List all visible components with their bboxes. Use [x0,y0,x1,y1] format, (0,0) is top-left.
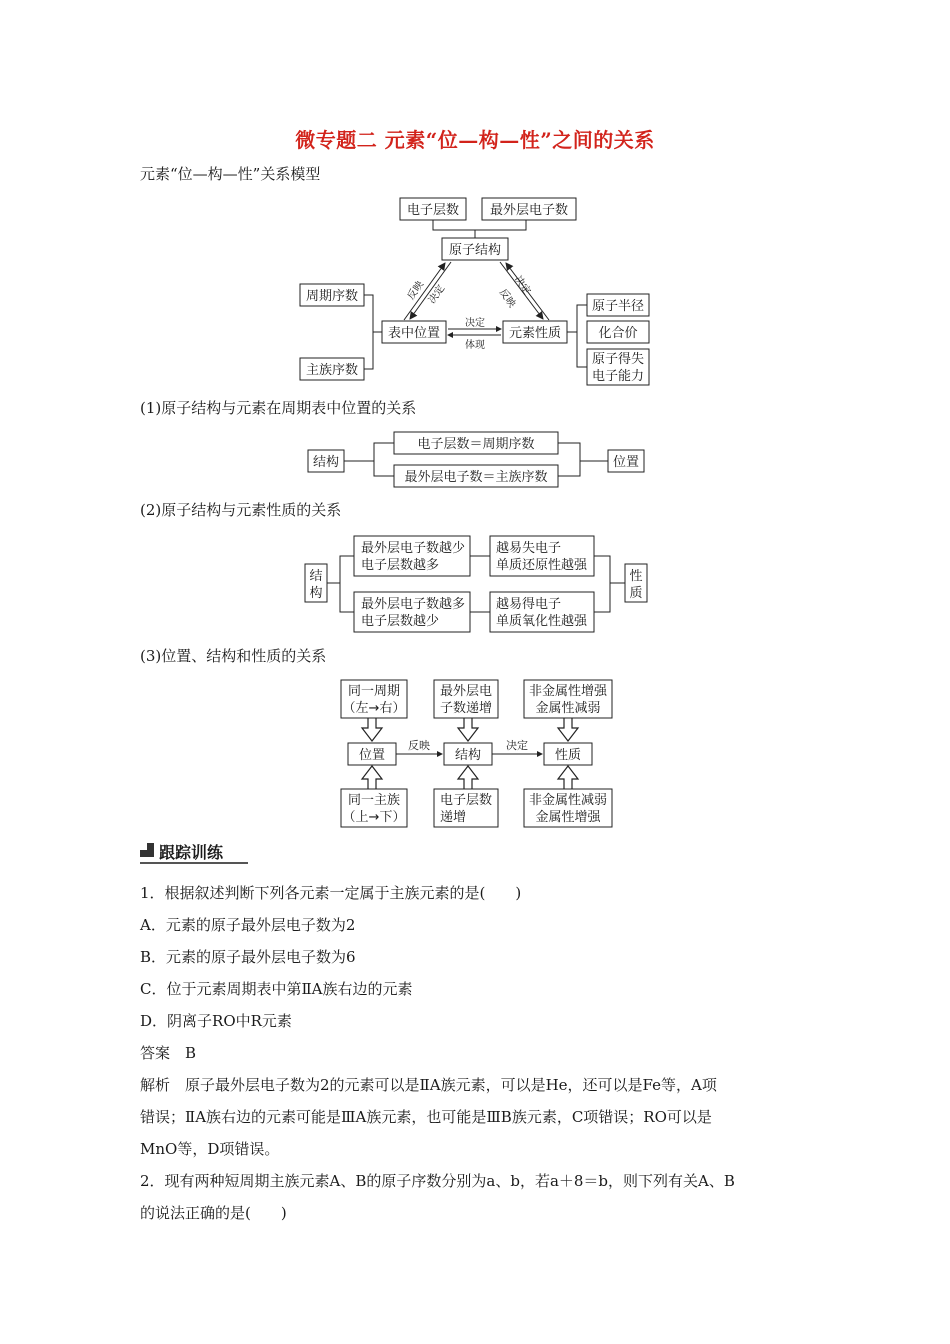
model-diagram-labels [306,202,644,384]
same-period-line-1: 同一周期 [347,684,401,699]
right-arrow-decide: 决定 [511,274,533,297]
analysis-line-2: 错误；ⅡA族右边的元素可能是ⅢA族元素，也可能是ⅢB族元素，C项错误；RO可以是 [140,1108,712,1126]
outer-increase-line-2: 子数递增 [439,701,493,716]
right-arrow-reflect: 反映 [496,287,518,310]
gain-lose-label-2: 电子能力 [591,369,645,384]
question-2-line-1: 2．现有两种短周期主族元素A、B的原子序数分别为a、b，若a＋8＝b，则下列有关A、B [140,1172,735,1190]
fewer-outer-line-2: 电子层数越多 [361,558,440,573]
section1-heading: (1)原子结构与元素在周期表中位置的关系 [140,399,417,417]
section-square-icon-inner [140,843,147,850]
valence-label: 化合价 [598,326,638,341]
analysis-line-1: 解析 原子最外层电子数为2的元素可以是ⅡA族元素，可以是He，还可以是Fe等，A项 [140,1076,717,1094]
gain-electron-line-2: 单质氧化性越强 [496,614,588,629]
property-center-label: 性质 [554,748,582,763]
nonmetal-increase-line-2: 金属性减弱 [535,701,601,716]
same-period-line-2: （左→右） [342,701,406,716]
table-position-label: 表中位置 [387,326,441,341]
page-title: 微专题二 元素“位—构—性”之间的关系 [295,128,655,152]
reflect-arrow-label: 反映 [408,739,430,752]
same-group-line-2: （上→下） [342,810,406,825]
outer-electrons-label: 最外层电子数 [489,203,569,218]
structure-property-diagram [305,536,647,632]
nonmetal-increase-line-1: 非金属性增强 [528,684,608,699]
lose-electron-line-1: 越易失电子 [496,541,562,556]
section2-heading: (2)原子结构与元素性质的关系 [140,501,342,519]
structure-char-1: 结 [309,569,323,584]
nonmetal-decrease-line-2: 金属性增强 [535,810,601,825]
section3-heading: (3)位置、结构和性质的关系 [140,647,327,665]
practice-heading-underline [140,862,248,864]
analysis-line-3: MnO等，D项错误。 [140,1140,280,1158]
same-group-line-1: 同一主族 [347,793,401,808]
layers-increase-line-1: 电子层数 [440,793,493,808]
structure-char-2: 构 [309,586,323,601]
group-number-label: 主族序数 [305,363,359,378]
question-1-option-a: A．元素的原子最外层电子数为2 [140,916,356,934]
mid-reflect-label: 体现 [465,340,485,351]
atomic-radius-label: 原子半径 [591,299,645,314]
outer-increase-line-1: 最外层电 [439,684,493,699]
question-2-line-2: 的说法正确的是( ) [140,1204,287,1222]
more-outer-line-1: 最外层电子数越多 [361,597,466,612]
property-char-1: 性 [629,569,643,584]
mid-decide-label: 决定 [465,318,485,329]
gain-electron-line-1: 越易得电子 [496,597,562,612]
property-char-2: 质 [629,586,643,601]
question-1-option-b: B．元素的原子最外层电子数为6 [140,948,356,966]
practice-heading [140,840,248,864]
left-arrow-reflect: 反映 [405,279,427,302]
nonmetal-decrease-line-1: 非金属性减弱 [528,793,608,808]
intro-text: 元素“位—构—性”关系模型 [140,165,321,183]
question-1-option-d: D．阴离子RO中R元素 [140,1012,292,1030]
lose-electron-line-2: 单质还原性越强 [496,558,588,573]
structure-label: 结构 [312,455,340,470]
question-1: 1．根据叙述判断下列各元素一定属于主族元素的是( ) [140,884,522,902]
position-center-label: 位置 [358,748,386,763]
period-number-label: 周期序数 [305,289,359,304]
more-outer-line-2: 电子层数越少 [361,614,440,629]
fewer-outer-line-1: 最外层电子数越少 [361,541,466,556]
position-label: 位置 [612,455,640,470]
structure-center-label: 结构 [454,748,482,763]
left-arrow-decide: 决定 [426,283,448,306]
gain-lose-label-1: 原子得失 [591,352,645,367]
question-1-option-c: C．位于元素周期表中第ⅡA族右边的元素 [140,980,413,998]
period-equation-label: 电子层数＝周期序数 [417,437,535,452]
atomic-structure-label: 原子结构 [448,243,502,258]
decide-arrow-label: 决定 [506,739,528,752]
layers-increase-line-2: 递增 [440,810,467,825]
practice-heading-label: 跟踪训练 [159,843,224,862]
electron-layers-label: 电子层数 [406,203,460,218]
question-1-answer: 答案 B [140,1044,197,1062]
group-equation-label: 最外层电子数＝主族序数 [404,470,548,485]
element-property-label: 元素性质 [508,326,562,341]
